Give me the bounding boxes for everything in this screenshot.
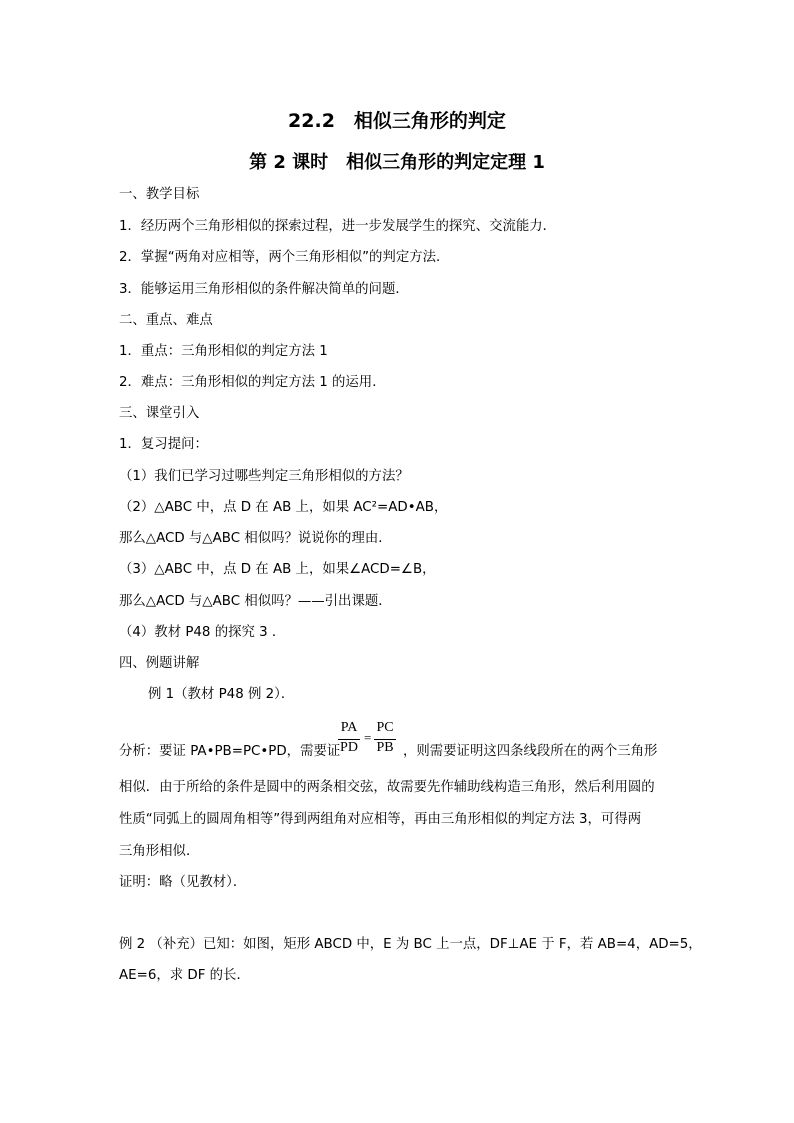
- fraction-denominator-1: PD: [340, 740, 358, 755]
- main-title: 22.2 相似三角形的判定: [288, 110, 506, 132]
- section-heading-examples: 四、例题讲解: [119, 656, 200, 671]
- fraction-numerator-2: PC: [376, 720, 394, 735]
- review-question-2-cont: 那么△ACD 与△ABC 相似吗？说说你的理由．: [119, 531, 392, 546]
- objective-1: 1．经历两个三角形相似的探索过程，进一步发展学生的探究、交流能力．: [119, 219, 557, 234]
- objective-2: 2．掌握“两角对应相等，两个三角形相似”的判定方法．: [119, 250, 450, 265]
- example-1-title: 例 1（教材 P48 例 2）．: [148, 687, 295, 702]
- fraction-denominator-2: PB: [376, 740, 394, 755]
- analysis-line-2: 相似．由于所给的条件是圆中的两条相交弦，故需要先作辅助线构造三角形，然后利用圆的: [119, 780, 655, 795]
- equals-sign: =: [364, 730, 372, 745]
- review-question-4: （4）教材 P48 的探究 3 ．: [119, 625, 286, 640]
- section-heading-intro: 三、课堂引入: [119, 406, 200, 421]
- keypoint-1: 1．重点：三角形相似的判定方法 1: [119, 344, 328, 359]
- sub-title: 第 2 课时 相似三角形的判定定理 1: [249, 152, 545, 173]
- ratio-equation: [337, 718, 399, 760]
- review-question-1: （1）我们已学习过哪些判定三角形相似的方法？: [119, 469, 409, 484]
- review-question-2: （2）△ABC 中，点 D 在 AB 上，如果 AC²=AD•AB，: [119, 500, 448, 515]
- fraction-numerator-1: PA: [340, 720, 358, 735]
- analysis-line-4: 三角形相似．: [119, 844, 200, 859]
- keypoint-2: 2．难点：三角形相似的判定方法 1 的运用．: [119, 375, 386, 390]
- section-heading-keypoints: 二、重点、难点: [119, 313, 213, 328]
- analysis-prefix: 分析：要证 PA•PB=PC•PD，需要证: [119, 744, 341, 759]
- analysis-suffix: ，则需要证明这四条线段所在的两个三角形: [403, 744, 658, 759]
- proof-line: 证明：略（见教材）．: [119, 875, 247, 890]
- objective-3: 3．能够运用三角形相似的条件解决简单的问题．: [119, 282, 409, 297]
- example-2-line-1: 例 2 （补充）已知：如图，矩形 ABCD 中，E 为 BC 上一点，DF⊥AE 于 F，若 AB=4，AD=5，: [119, 937, 702, 952]
- analysis-line-3: 性质“同弧上的圆周角相等”得到两组角对应相等，再由三角形相似的判定方法 3，可得两: [119, 812, 642, 827]
- example-2-line-2: AE=6，求 DF 的长．: [119, 968, 250, 983]
- review-question-heading: 1．复习提问：: [119, 437, 208, 452]
- section-heading-objectives: 一、教学目标: [119, 187, 200, 202]
- review-question-3-cont: 那么△ACD 与△ABC 相似吗？——引出课题．: [119, 594, 392, 609]
- review-question-3: （3）△ABC 中，点 D 在 AB 上，如果∠ACD=∠B，: [119, 562, 436, 577]
